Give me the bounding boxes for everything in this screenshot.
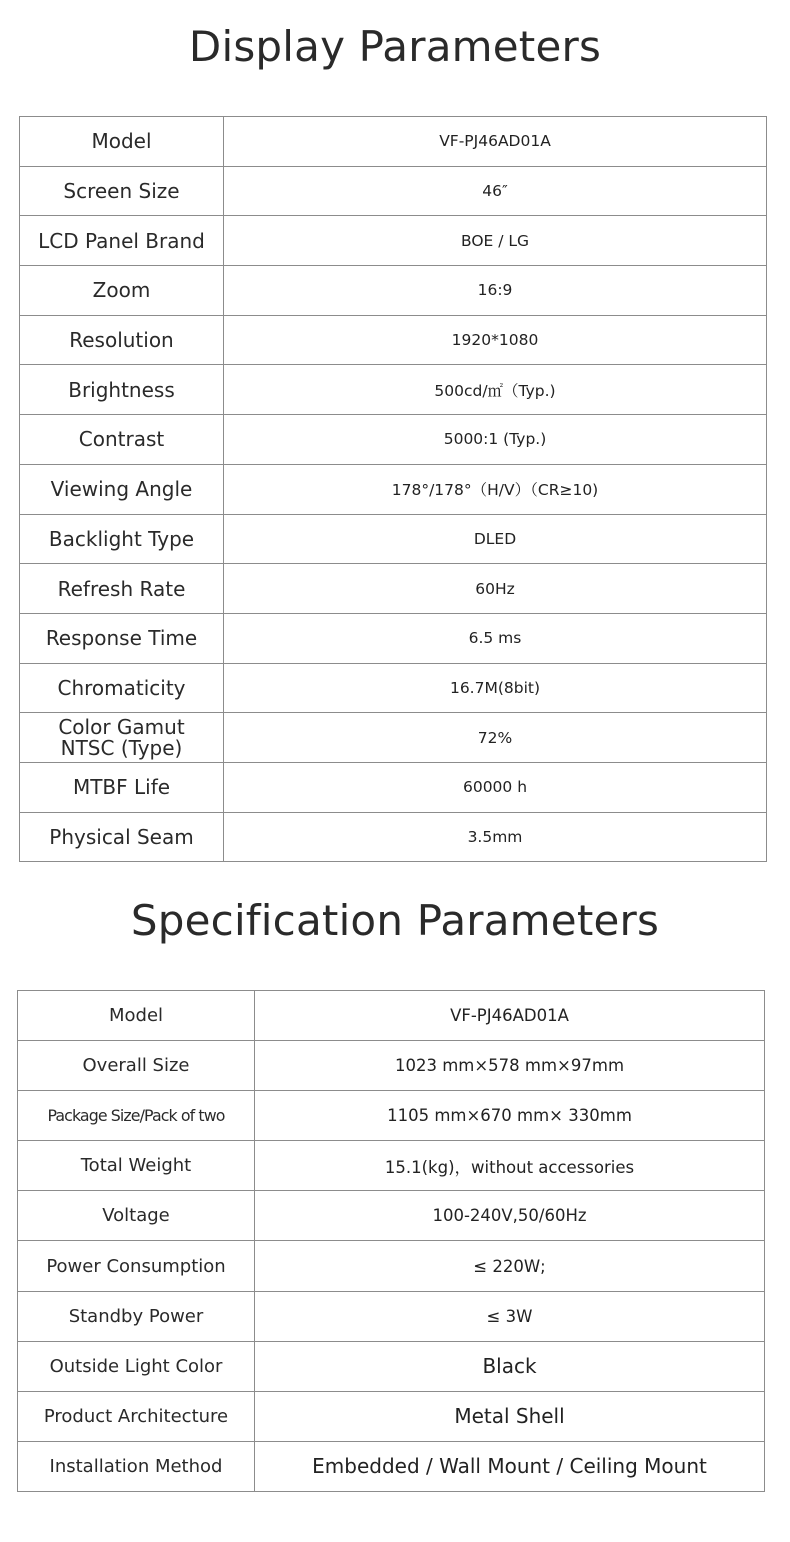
row-value-voltage: 100-240V,50/60Hz: [255, 1191, 765, 1241]
row-value-overall-size: 1023 mm×578 mm×97mm: [255, 1041, 765, 1091]
table-row: [18, 1441, 765, 1491]
row-value-response-time: 6.5 ms: [224, 613, 767, 663]
table-row: [20, 713, 767, 763]
row-label-model: Model: [18, 991, 255, 1041]
row-value-package-size: 1105 mm×670 mm× 330mm: [255, 1091, 765, 1141]
row-label-screen-size: Screen Size: [20, 166, 224, 216]
row-value-backlight-type: DLED: [224, 514, 767, 564]
table-row: [20, 464, 767, 514]
row-label-viewing-angle: Viewing Angle: [20, 464, 224, 514]
table-row: [20, 266, 767, 316]
table-row: [18, 1191, 765, 1241]
row-value-physical-seam: 3.5mm: [224, 812, 767, 862]
table-row: [18, 1091, 765, 1141]
row-value-zoom: 16:9: [224, 266, 767, 316]
row-label-voltage: Voltage: [18, 1191, 255, 1241]
row-label-product-architecture: Product Architecture: [18, 1391, 255, 1441]
row-value-chromaticity: 16.7M(8bit): [224, 663, 767, 713]
row-value-contrast: 5000:1 (Typ.): [224, 415, 767, 465]
row-label-chromaticity: Chromaticity: [20, 663, 224, 713]
row-label-physical-seam: Physical Seam: [20, 812, 224, 862]
row-value-product-architecture: Metal Shell: [255, 1391, 765, 1441]
table-row: [20, 812, 767, 862]
row-label-outside-light-color: Outside Light Color: [18, 1341, 255, 1391]
row-label-contrast: Contrast: [20, 415, 224, 465]
table-row: [20, 762, 767, 812]
row-value-refresh-rate: 60Hz: [224, 564, 767, 614]
table-row: [20, 613, 767, 663]
row-label-overall-size: Overall Size: [18, 1041, 255, 1091]
table-row: [18, 1291, 765, 1341]
display-parameters-table: [19, 116, 767, 862]
row-value-standby-power: ≤ 3W: [255, 1291, 765, 1341]
row-value-lcd-panel-brand: BOE / LG: [224, 216, 767, 266]
row-value-screen-size: 46″: [224, 166, 767, 216]
row-value-mtbf-life: 60000 h: [224, 762, 767, 812]
row-label-total-weight: Total Weight: [18, 1141, 255, 1191]
row-value-viewing-angle: 178°/178°（H/V）（CR≥10): [224, 464, 767, 514]
table-row: [20, 415, 767, 465]
row-label-installation-method: Installation Method: [18, 1441, 255, 1491]
row-label-power-consumption: Power Consumption: [18, 1241, 255, 1291]
table-row: [20, 166, 767, 216]
row-label-resolution: Resolution: [20, 315, 224, 365]
display-parameters-title: Display Parameters: [188, 22, 602, 71]
row-value-installation-method: Embedded / Wall Mount / Ceiling Mount: [255, 1441, 765, 1491]
row-label-package-size: Package Size/Pack of two: [18, 1091, 255, 1141]
table-row: [20, 117, 767, 167]
table-row: [18, 1341, 765, 1391]
table-row: [20, 564, 767, 614]
table-row: [18, 1391, 765, 1441]
row-value-color-gamut: 72%: [224, 713, 767, 763]
row-value-total-weight: 15.1(kg)，without accessories: [255, 1141, 765, 1191]
table-row: [18, 1241, 765, 1291]
row-label-response-time: Response Time: [20, 613, 224, 663]
row-label-refresh-rate: Refresh Rate: [20, 564, 224, 614]
row-label-model: Model: [20, 117, 224, 167]
specification-parameters-title: Specification Parameters: [130, 896, 660, 945]
row-label-lcd-panel-brand: LCD Panel Brand: [20, 216, 224, 266]
row-value-power-consumption: ≤ 220W;: [255, 1241, 765, 1291]
table-row: [18, 1041, 765, 1091]
row-value-model: VF-PJ46AD01A: [224, 117, 767, 167]
table-row: [20, 315, 767, 365]
table-row: [18, 991, 765, 1041]
table-row: [20, 216, 767, 266]
row-label-zoom: Zoom: [20, 266, 224, 316]
row-label-backlight-type: Backlight Type: [20, 514, 224, 564]
row-label-brightness: Brightness: [20, 365, 224, 415]
table-row: [20, 663, 767, 713]
row-value-model: VF-PJ46AD01A: [255, 991, 765, 1041]
table-row: [20, 365, 767, 415]
row-value-brightness: 500cd/㎡（Typ.): [224, 365, 767, 415]
table-row: [20, 514, 767, 564]
row-value-resolution: 1920*1080: [224, 315, 767, 365]
row-value-outside-light-color: Black: [255, 1341, 765, 1391]
row-label-mtbf-life: MTBF Life: [20, 762, 224, 812]
row-label-color-gamut: Color Gamut NTSC (Type): [20, 713, 224, 763]
specification-parameters-table: [17, 990, 765, 1492]
table-row: [18, 1141, 765, 1191]
row-label-standby-power: Standby Power: [18, 1291, 255, 1341]
